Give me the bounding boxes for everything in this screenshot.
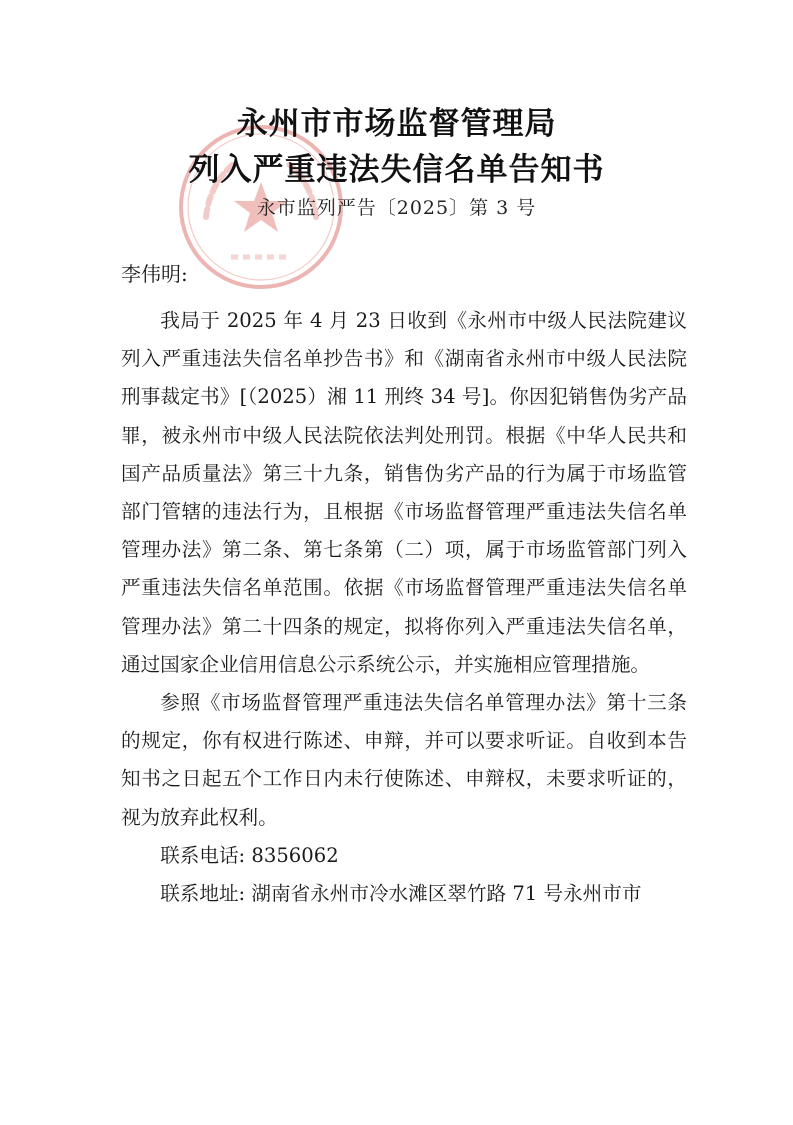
contact-phone: 联系电话: 8356062 xyxy=(160,843,339,867)
body-paragraph-1: 我局于 2025 年 4 月 23 日收到《永州市中级人民法院建议列入严重违法失信名单抄告书》和《湖南省永州市中级人民法院刑事裁定书》[（2025）湘 11 刑终 34 号]。你因犯销售伪劣产品罪，被永州市中级人民法院依法判处刑罚。根据《中华人民共和国产品质量法》第三十九条，销售伪劣产品的行为属于市场监管部门管辖的违法行为，且根据《市场监督管理严重违法失信名单管理办法》第二条、第七条第（二）项，属于市场监管部门列入严重违法失信名单范围。依据《市场监督管理严重违法失信名单管理办法》第二十四条的规定，拟将你列入严重违法失信名单，通过国家企业信用信息公示系统公示，并实施相应管理措施。 xyxy=(121,309,687,676)
addressee: 李伟明: xyxy=(121,262,188,286)
document-number: 永市监列严告〔2025〕第 3 号 xyxy=(256,197,537,219)
contact-address: 联系地址: 湖南省永州市冷水滩区翠竹路 71 号永州市市 xyxy=(160,882,642,906)
document-body xyxy=(121,302,687,913)
body-paragraph-2: 参照《市场监督管理严重违法失信名单管理办法》第十三条的规定，你有权进行陈述、申辩，并可以要求听证。自收到本告知书之日起五个工作日内未行使陈述、申辩权，未要求听证的，视为放弃此权利。 xyxy=(121,691,687,829)
document-title-line2: 列入严重违法失信名单告知书 xyxy=(188,152,605,188)
document-title-line1: 永州市市场监督管理局 xyxy=(236,106,557,142)
